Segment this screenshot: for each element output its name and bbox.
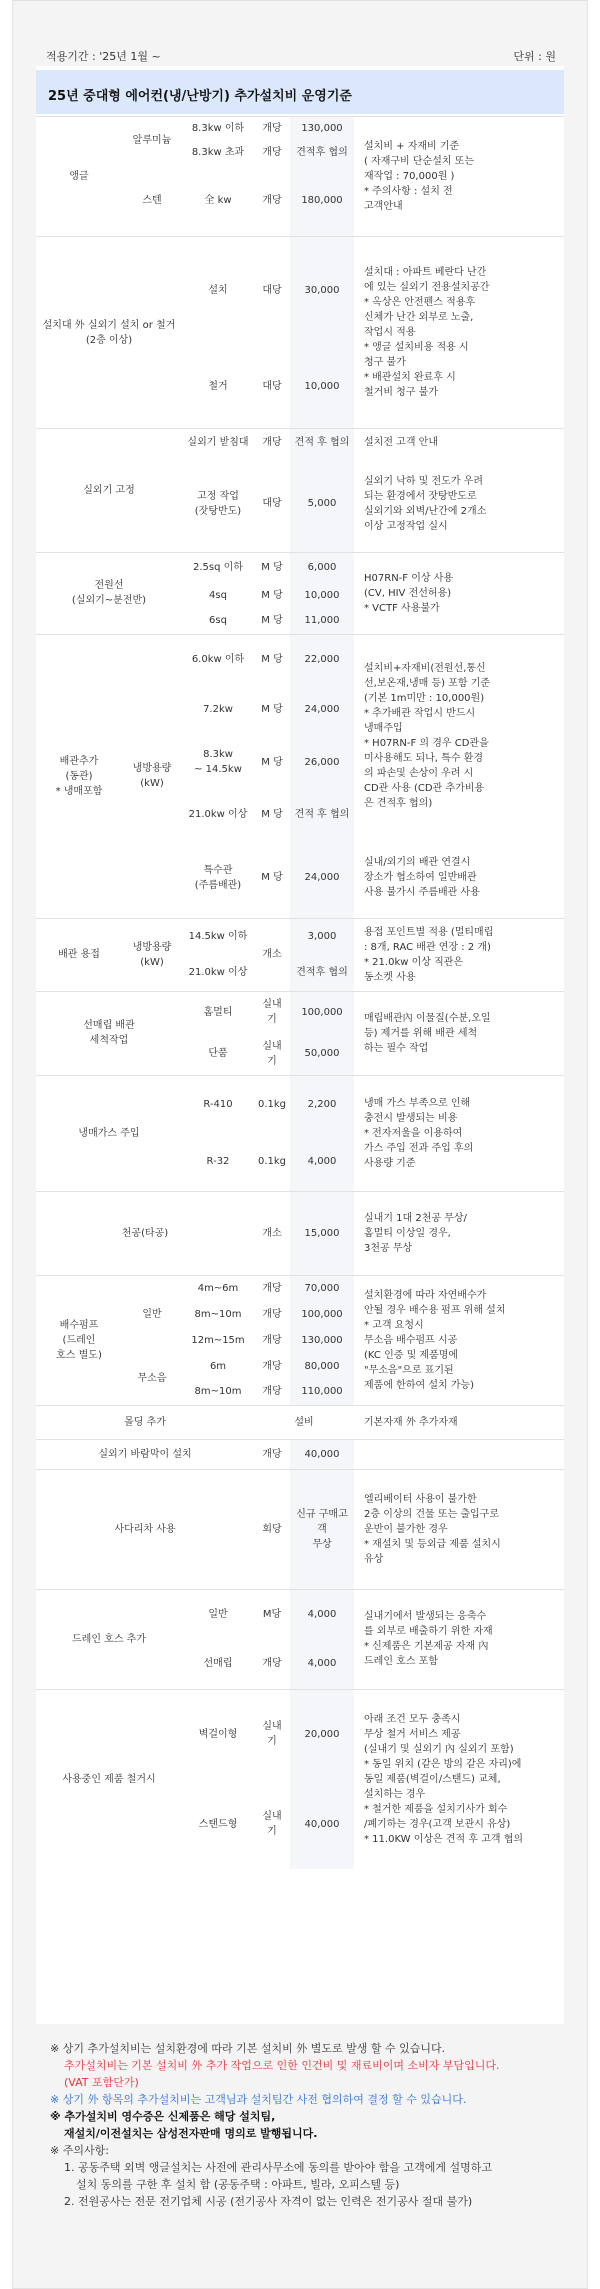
note-line-caution-2: 2. 전원공사는 전문 전기업체 시공 (전기공사 자격이 없는 인력은 전기공사 절대 불가) — [64, 2195, 473, 2208]
item-cell: 21.0kw 이상 — [188, 808, 248, 820]
unit-label: 단위 : 원 — [513, 50, 556, 63]
note-line-caution-1: 1. 공동주택 외벽 앵글설치는 사전에 관리사무소에 동의를 받아야 함을 고객에게 설명하고 — [64, 2161, 492, 2174]
item-cell: 철거 — [208, 380, 228, 392]
note-cell: 설치환경에 따라 자연배수가 안될 경우 배수용 펌프 위해 설치 * 고객 요청시 무소음 배수펌프 시공 (KC 인증 및 제품명에 "무소음"으로 표기된 제품에 한하여 설치 가능) — [354, 1275, 564, 1405]
item-cell: 고정 작업 (잣탕반도) — [194, 490, 242, 517]
category-cell: 배관추가 (동관) * 냉매포함 — [36, 634, 122, 918]
note-cell: 기본자재 外 추가자재 — [354, 1405, 564, 1439]
unit-cell: 개소 — [254, 918, 290, 991]
item-cell: 홈멀티 — [182, 991, 254, 1033]
unit-cell: M 당 — [261, 703, 283, 715]
item-cell: 스탠드형 — [198, 1818, 238, 1830]
price-cell: 100,000 — [290, 1301, 354, 1327]
unit-cell: 실내 기 — [254, 1689, 290, 1779]
unit-cell: 개당 — [262, 1334, 282, 1346]
unit-cell: 대당 — [254, 237, 290, 345]
unit-cell: M 당 — [261, 808, 283, 820]
category-cell: 배수펌프 (드레인 호스 별도) — [36, 1275, 122, 1405]
unit-cell: 개당 — [262, 147, 282, 158]
note-line-info: ※ 상기 外 항목의 추가설치비는 고객님과 설치팀간 사전 협의하여 결정 할 수 있습니다. — [50, 2093, 467, 2106]
item-cell: 8m~10m — [194, 1386, 242, 1398]
price-cell: 70,000 — [290, 1275, 354, 1301]
unit-cell: M 당 — [254, 552, 290, 582]
price-cell: 22,000 — [290, 634, 354, 684]
item-cell: 14.5kw 이하 — [182, 918, 254, 955]
note-line-caution-1b: 설치 동의를 구한 후 설치 함 (공동주택 : 아파트, 빌라, 오피스텔 등) — [76, 2178, 400, 2191]
fee-table — [36, 116, 564, 1869]
note-cell: 실내기 1대 2천공 무상/ 홈멀티 이상일 경우, 3천공 무상 — [354, 1191, 564, 1275]
subcategory-cell: 일반 — [122, 1275, 182, 1353]
item-cell: 8m~10m — [194, 1308, 242, 1320]
header-row — [36, 44, 564, 64]
note-cell: 용접 포인트별 적용 (멀티매립 : 8개, RAC 배관 연장 : 2 개) * 21.0kw 이상 직관은 동소켓 사용 — [354, 918, 564, 991]
price-cell: 5,000 — [290, 456, 354, 552]
price-cell: 10,000 — [290, 582, 354, 608]
price-cell: 50,000 — [290, 1033, 354, 1075]
price-cell: 4,000 — [290, 1639, 354, 1689]
item-cell: 8.3kw ~ 14.5kw — [194, 749, 242, 775]
unit-cell: 개당 — [262, 1360, 282, 1372]
unit-cell: M 당 — [261, 872, 283, 884]
category-cell: 선매립 배관 세척작업 — [36, 991, 182, 1075]
unit-cell: 0.1kg — [254, 1075, 290, 1133]
item-cell: 실외기 받침대 — [182, 429, 254, 457]
subcategory-cell: 무소음 — [137, 1373, 167, 1385]
item-cell: 6sq — [209, 615, 227, 627]
item-cell: 단품 — [208, 1048, 228, 1060]
unit-cell: 개당 — [254, 1275, 290, 1301]
price-cell: 100,000 — [290, 991, 354, 1033]
price-cell: 130,000 — [290, 117, 354, 141]
page-title: 25년 중대형 에어컨(냉/난방기) 추가설치비 운영기준 — [48, 89, 352, 104]
category-cell: 실외기 바람막이 설치 — [36, 1439, 254, 1469]
item-cell: 7.2kw — [203, 703, 233, 715]
subcategory-cell: 냉방용량 (kW) — [122, 634, 182, 918]
price-cell: 견적 후 협의 — [290, 429, 354, 457]
category-cell: 실외기 고정 — [36, 429, 182, 553]
note-line-caution-title: ※ 주의사항: — [50, 2144, 109, 2157]
item-cell: 2.5sq 이하 — [182, 552, 254, 582]
category-cell: 앵글 — [36, 117, 122, 237]
item-cell: 21.0kw 이상 — [188, 967, 248, 978]
note-cell — [354, 1439, 564, 1469]
price-cell: 6,000 — [290, 552, 354, 582]
note-cell: H07RN-F 이상 사용 (CV, HIV 전선허용) * VCTF 사용불가 — [354, 552, 564, 634]
unit-cell: 개당 — [254, 429, 290, 457]
unit-cell: M당 — [254, 1589, 290, 1639]
note-line-warning: 추가설치비는 기본 설치비 外 추가 작업으로 인한 인건비 및 재료비이며 소비자 부담입니다. — [64, 2059, 500, 2072]
price-cell: 2,200 — [290, 1075, 354, 1133]
item-cell: 4m~6m — [182, 1275, 254, 1301]
item-cell: R-32 — [206, 1156, 230, 1168]
note-cell: 설치전 고객 안내 — [354, 429, 564, 457]
unit-cell: M 당 — [261, 589, 283, 601]
price-cell: 견적후 협의 — [290, 955, 354, 992]
price-cell: 130,000 — [290, 1327, 354, 1353]
unit-cell: 개당 — [262, 1308, 282, 1320]
price-cell: 40,000 — [290, 1779, 354, 1869]
note-cell: 엘리베이터 사용이 불가한 2층 이상의 건물 또는 출입구로 운반이 불가한 경우 * 재설치 및 등외급 제품 설치시 유상 — [354, 1469, 564, 1589]
price-cell: 신규 구매고객 무상 — [290, 1469, 354, 1589]
price-cell: 11,000 — [290, 608, 354, 634]
price-cell: 15,000 — [290, 1191, 354, 1275]
unit-cell: 0.1kg — [257, 1156, 287, 1168]
category-cell: 사다리차 사용 — [36, 1469, 254, 1589]
category-cell: 사용중인 제품 철거시 — [36, 1689, 182, 1869]
unit-cell: 개소 — [254, 1191, 290, 1275]
note-line-receipt: ※ 추가설치비 영수증은 신제품은 해당 설치팀, — [50, 2110, 276, 2123]
category-cell: 드레인 호스 추가 — [36, 1589, 182, 1689]
unit-cell: 대당 — [262, 498, 282, 510]
item-cell: 12m~15m — [191, 1334, 245, 1346]
price-cell: 4,000 — [290, 1589, 354, 1639]
item-cell: 특수관 (주름배관) — [194, 864, 242, 891]
unit-cell: 개당 — [254, 117, 290, 141]
apply-period: 적용기간 : '25년 1월 ~ — [46, 50, 161, 63]
item-cell: 全 kw — [204, 194, 232, 206]
unit-cell: M 당 — [261, 756, 283, 768]
unit-cell: 회당 — [254, 1469, 290, 1589]
item-cell: 6.0kw 이하 — [182, 634, 254, 684]
price-cell: 24,000 — [290, 684, 354, 734]
price-cell: 10,000 — [290, 345, 354, 429]
category-cell: 천공(타공) — [36, 1191, 254, 1275]
category-cell: 배관 용접 — [36, 918, 122, 991]
subcategory-cell: 냉방용량 (kW) — [122, 918, 182, 991]
item-cell: R-410 — [182, 1075, 254, 1133]
price-cell: 4,000 — [290, 1133, 354, 1191]
unit-cell: 실내 기 — [262, 1040, 282, 1067]
price-cell: 3,000 — [290, 918, 354, 955]
subcategory-cell: 알루미늄 — [122, 117, 182, 165]
note-cell: 설치비+자재비(전원선,통신 선,보온재,냉매 등) 포함 기준 (기본 1m미만 : 10,000원) * 추가배관 작업시 반드시 냉매주입 * H07RN-F 의 경우 CD관을 미사용해도 되나, 특수 환경 의 파손및 손상이 우려 시 CD관 사용 (CD관 추가비용 은 견적후 협의) — [354, 634, 564, 838]
unit-cell: 개당 — [254, 1439, 290, 1469]
unit-cell: 대당 — [262, 380, 282, 392]
note-cell: 설치대 : 아파트 베란다 난간 에 있는 실외기 전용설치공간 * 옥상은 안전펜스 적용후 신체가 난간 외부로 노출, 작업시 적용 * 앵글 설치비용 적용 시 청구 불가 * 배관설치 완료후 시 철거비 청구 불가 — [354, 237, 564, 429]
unit-cell: M 당 — [261, 615, 283, 627]
price-cell: 110,000 — [290, 1379, 354, 1405]
price-cell: 20,000 — [290, 1689, 354, 1779]
note-cell: 냉매 가스 부족으로 인해 충전시 발생되는 비용 * 전자저울을 이용하여 가스 주입 전과 주입 후의 사용량 기준 — [354, 1075, 564, 1191]
note-cell: 실내기에서 발생되는 응축수 를 외부로 배출하기 위한 자재 * 신제품은 기본제공 자재 內 드레인 호스 포함 — [354, 1589, 564, 1689]
price-cell: 26,000 — [290, 734, 354, 790]
price-cell: 180,000 — [290, 165, 354, 237]
category-cell: 전원선 (실외기~분전반) — [36, 552, 182, 634]
note-cell: 실내/외기의 배관 연결시 장소가 협소하여 일반배관 사용 불가시 주름배관 사용 — [364, 857, 480, 899]
unit-cell: 실내 기 — [262, 1811, 282, 1837]
footnotes — [50, 2040, 570, 2210]
note-line: ※ 상기 추가설치비는 설치환경에 따라 기본 설치비 外 별도로 발생 할 수 있습니다. — [50, 2042, 446, 2055]
title-bar — [36, 70, 564, 114]
price-cell: 24,000 — [290, 838, 354, 918]
unit-cell: 개당 — [262, 1658, 282, 1670]
note-line-vat: (VAT 포함단가) — [64, 2076, 139, 2089]
category-cell: 몰딩 추가 — [36, 1405, 254, 1439]
item-cell: 8.3kw 이하 — [182, 117, 254, 141]
unit-cell: 개당 — [262, 194, 282, 206]
note-cell: 아래 조건 모두 충족시 무상 철거 서비스 제공 (실내기 및 실외기 內 실외기 포함) * 동일 위치 (같은 방의 같은 자리)에 동일 제품(벽걸이/스탠드) 교체, 설치하는 경우 * 철거한 제품을 설치기사가 회수 /폐기하는 경우(고객 보관시 유상) * 11.0KW 이상은 견적 후 고객 협의 — [354, 1689, 564, 1869]
item-cell: 선매립 — [203, 1658, 233, 1670]
unit-cell: 설비 — [254, 1405, 354, 1439]
unit-cell: 개당 — [262, 1386, 282, 1398]
note-cell: 설치비 + 자재비 기준 ( 자재구비 단순설치 또는 재작업 : 70,000원 ) * 주의사항 : 설치 전 고객안내 — [354, 117, 564, 237]
category-cell: 설치대 外 실외기 설치 or 철거 (2층 이상) — [36, 237, 182, 429]
subcategory-cell: 스텐 — [142, 194, 162, 206]
price-cell: 80,000 — [290, 1353, 354, 1379]
item-cell: 4sq — [209, 589, 227, 601]
price-cell: 40,000 — [290, 1439, 354, 1469]
category-cell: 냉매가스 주입 — [36, 1075, 182, 1191]
price-cell: 견적후 협의 — [290, 141, 354, 165]
item-cell: 벽걸이형 — [182, 1689, 254, 1779]
note-line-receipt-2: 재설치/이전설치는 삼성전자판매 명의로 발행됩니다. — [64, 2127, 318, 2140]
unit-cell: M 당 — [254, 634, 290, 684]
note-cell: 실외기 낙하 및 전도가 우려 되는 환경에서 잣탕반도로 실외기와 외벽/난간에 2개소 이상 고정작업 실시 — [364, 475, 487, 532]
item-cell: 6m — [209, 1360, 227, 1372]
price-cell: 30,000 — [290, 237, 354, 345]
item-cell: 설치 — [182, 237, 254, 345]
unit-cell: 실내 기 — [254, 991, 290, 1033]
item-cell: 일반 — [182, 1589, 254, 1639]
item-cell: 8.3kw 초과 — [191, 147, 245, 158]
note-cell: 매립배관內 이물질(수분,오일 등) 제거를 위해 배관 세척 하는 필수 작업 — [354, 991, 564, 1075]
price-cell: 견적 후 협의 — [290, 790, 354, 838]
